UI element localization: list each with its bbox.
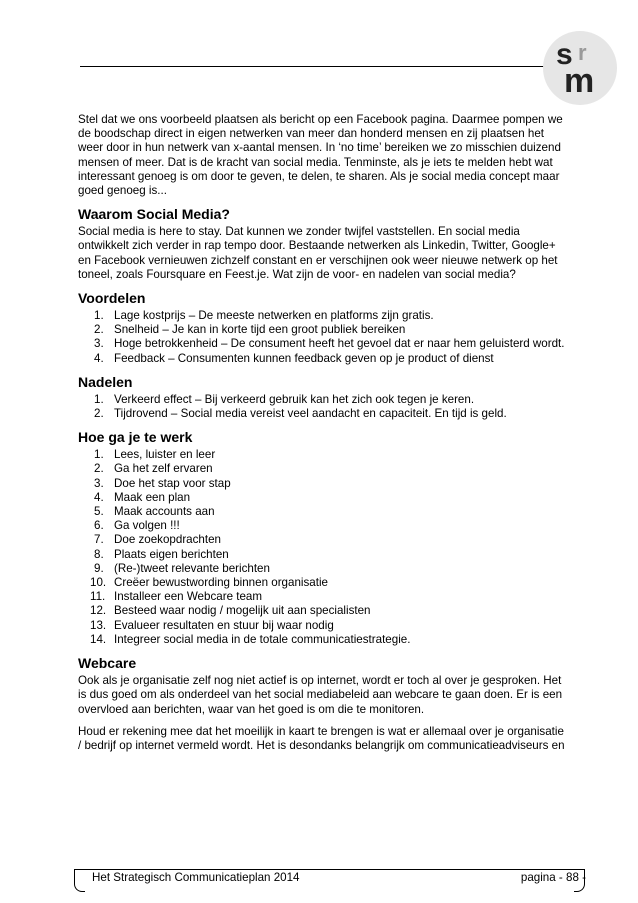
heading-waarom: Waarom Social Media? bbox=[78, 206, 230, 223]
list-item: 4. Maak een plan bbox=[94, 490, 191, 504]
list-item: 1. Verkeerd effect – Bij verkeerd gebruik kan het zich ook tegen je keren. bbox=[94, 392, 475, 406]
list-item: 3. Hoge betrokkenheid – De consument heeft het gevoel dat er naar hem geluisterd wordt. bbox=[94, 337, 565, 351]
voordelen-list bbox=[78, 309, 566, 366]
list-item: 12. Besteed waar nodig / mogelijk uit aan specialisten bbox=[90, 604, 371, 618]
list-item: 14. Integreer social media in de totale communicatiestrategie. bbox=[90, 632, 411, 646]
list-item: 3. Doe het stap voor stap bbox=[94, 476, 231, 490]
werk-list bbox=[78, 448, 566, 647]
section-nadelen bbox=[78, 374, 566, 421]
section-webcare bbox=[78, 655, 566, 753]
list-item: 11. Installeer een Webcare team bbox=[90, 590, 263, 604]
list-item: 1. Lees, luister en leer bbox=[94, 448, 216, 462]
list-item: 2. Ga het zelf ervaren bbox=[94, 462, 213, 476]
footer-document-title: Het Strategisch Communicatieplan 2014 bbox=[92, 871, 300, 884]
webcare-paragraph-2: Houd er rekening mee dat het moeilijk in kaart te brengen is wat er allemaal over je organisatie / bedrijf op internet vermeld wordt. Het is desondanks belangrijk om communicatieadviseurs en bbox=[78, 724, 565, 752]
svg-text:s: s bbox=[556, 38, 573, 71]
list-item: 4. Feedback – Consumenten kunnen feedback geven op je product of dienst bbox=[94, 351, 494, 365]
list-item: 9. (Re-)tweet relevante berichten bbox=[94, 561, 270, 575]
waarom-text: Social media is here to stay. Dat kunnen we zonder twijfel vaststellen. En social media ontwikkelt zich verder in rap tempo door. Bestaande netwerken als Linkedin, Twitter, Google+ en Facebook vernieuwen zichzelf constant en er verschijnen ook weer nieuwe netwerk op het toneel, zoals Foursquare en Feest.je. Wat zijn de voor- en nadelen van social media? bbox=[78, 225, 558, 281]
section-waarom bbox=[78, 206, 566, 282]
srm-logo bbox=[542, 30, 618, 106]
list-item: 2. Snelheid – Je kan in korte tijd een groot publiek bereiken bbox=[94, 323, 406, 337]
webcare-paragraph-1: Ook als je organisatie zelf nog niet actief is op internet, wordt er toch al over je gesproken. Het is dus goed om als onderdeel van het social mediabeleid aan webcare te gaan doen. Er is een overvloed aan berichten, waar van het goed is om die te monitoren. bbox=[78, 674, 563, 716]
footer-page-number: pagina - 88 - bbox=[520, 871, 586, 884]
list-item: 10. Creëer bewustwording binnen organisatie bbox=[90, 576, 328, 590]
footer-corner-left bbox=[74, 869, 85, 892]
list-item: 13. Evalueer resultaten en stuur bij waar nodig bbox=[90, 618, 334, 632]
header-rule bbox=[80, 66, 548, 67]
heading-voordelen: Voordelen bbox=[78, 290, 146, 307]
page-content bbox=[78, 113, 566, 761]
heading-webcare: Webcare bbox=[78, 655, 137, 672]
nadelen-list bbox=[78, 393, 566, 421]
list-item: 5. Maak accounts aan bbox=[94, 505, 215, 519]
heading-nadelen: Nadelen bbox=[78, 373, 133, 390]
list-item: 6. Ga volgen !!! bbox=[94, 519, 180, 533]
svg-text:m: m bbox=[564, 62, 595, 100]
section-werk bbox=[78, 429, 566, 647]
list-item: 7. Doe zoekopdrachten bbox=[94, 533, 221, 547]
section-voordelen bbox=[78, 290, 566, 366]
intro-paragraph: Stel dat we ons voorbeeld plaatsen als bericht op een Facebook pagina. Daarmee pompen we de boodschap direct in eigen netwerken van meer dan honderd mensen en zij plaatsen het weer door in hun netwerk van x-aantal mensen. In ‘no time’ bereiken we zo misschien duizend mensen of meer. Dat is de kracht van social media. Tenminste, als je iets te melden hebt wat interessant genoeg is om door te geven, te delen, te sharen. Als je social media concept maar goed genoeg is... bbox=[78, 113, 563, 198]
list-item: 2. Tijdrovend – Social media vereist veel aandacht en capaciteit. En tijd is geld. bbox=[94, 407, 507, 421]
list-item: 8. Plaats eigen berichten bbox=[94, 547, 229, 561]
heading-werk: Hoe ga je te werk bbox=[78, 429, 193, 446]
list-item: 1. Lage kostprijs – De meeste netwerken en platforms zijn gratis. bbox=[94, 309, 434, 323]
svg-text:r: r bbox=[578, 40, 587, 65]
